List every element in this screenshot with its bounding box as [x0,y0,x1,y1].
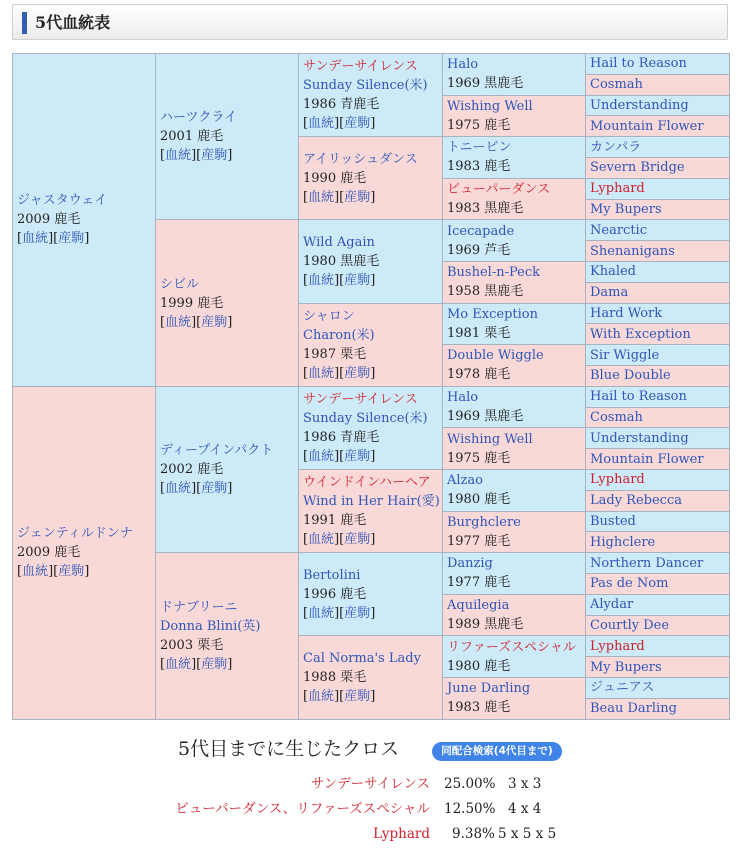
horse-links [303,114,438,133]
pedigree-cell-g3 [299,553,443,636]
bracket: ][ [334,448,345,464]
bracket: ] [370,116,376,132]
horse-info: 1969 芦毛 [447,242,511,258]
ketto-link[interactable]: 血統 [308,116,335,132]
pedigree-cell-g5 [586,199,730,220]
horse-links [160,479,294,498]
same-mating-search-button[interactable]: 同配合検索(4代目まで) [432,742,562,761]
horse-info: 1977 鹿毛 [447,575,511,591]
horse-name-link[interactable]: Cosmah [590,77,643,93]
bracket: [ [303,365,309,381]
pedigree-cell-g5 [586,490,730,511]
cross-percentage: 12.50% [444,801,496,817]
horse-name-link[interactable]: Northern Dancer [590,555,704,571]
horse-name-link[interactable]: My Bupers [590,201,662,217]
sanku-link[interactable]: 産駒 [344,605,371,621]
pedigree-cell-g5 [586,594,730,615]
pedigree-cell-g5 [586,636,730,657]
horse-name-link[interactable]: シャロン [303,308,355,324]
ketto-link[interactable]: 血統 [308,189,335,205]
pedigree-cell-g4 [443,261,586,303]
pedigree-cell-g4 [443,54,586,96]
horse-sub-name[interactable]: Sunday Silence(米) [303,78,428,94]
horse-links [17,229,151,248]
sanku-link[interactable]: 産駒 [344,448,371,464]
horse-info: 1978 鹿毛 [447,367,511,383]
ketto-link[interactable]: 血統 [165,314,192,330]
bracket: ][ [191,656,202,672]
horse-info: 1999 鹿毛 [160,295,224,311]
horse-info: 1983 黒鹿毛 [447,201,524,217]
horse-name-link[interactable]: Cosmah [590,409,643,425]
pedigree-cell-g5 [586,178,730,199]
horse-name-link[interactable]: Lyphard [590,181,645,197]
pedigree-cell-g2 [156,553,299,719]
header-accent-bar [22,12,27,34]
horse-info: 1996 鹿毛 [303,586,367,602]
pedigree-cell-g5 [586,386,730,407]
bracket: [ [303,189,309,205]
cross-generations: 5 x 5 x 5 [498,826,557,842]
pedigree-cell-g1 [13,386,156,719]
bracket: ] [227,656,233,672]
bracket: ] [370,532,376,548]
cross-horse-name[interactable]: サンデーサイレンス [310,776,430,792]
horse-info: 1969 黒鹿毛 [447,76,524,92]
horse-name-link[interactable]: Wishing Well [447,98,533,114]
horse-links [160,313,294,332]
horse-name-link[interactable]: Hard Work [590,305,663,321]
bracket: ] [227,314,233,330]
sanku-link[interactable]: 産駒 [58,231,85,247]
pedigree-cell-g5 [586,282,730,303]
bracket: ] [84,231,90,247]
horse-name-link[interactable]: Double Wiggle [447,348,544,364]
horse-name-link[interactable]: ドナブリーニ [160,599,238,615]
horse-name-link[interactable]: Severn Bridge [590,160,685,176]
horse-links [17,562,151,581]
bracket: ] [370,688,376,704]
horse-info: 2002 鹿毛 [160,461,224,477]
horse-name-link[interactable]: Hail to Reason [590,389,687,405]
horse-name-link[interactable]: Highclere [590,534,656,550]
sanku-link[interactable]: 産駒 [201,656,228,672]
horse-name-link[interactable]: Burghclere [447,514,521,530]
horse-name-link[interactable]: ジェンティルドンナ [17,526,133,542]
sanku-link[interactable]: 産駒 [201,480,228,496]
ketto-link[interactable]: 血統 [308,272,335,288]
horse-sub-name[interactable]: Wind in Her Hair(愛) [303,494,440,510]
bracket: ] [84,564,90,580]
pedigree-cell-g4 [443,386,586,428]
pedigree-cell-g5 [586,469,730,490]
horse-name-link[interactable]: Hail to Reason [590,56,687,72]
bracket: ][ [334,365,345,381]
horse-name-link[interactable]: ウインドインハーヘア [303,475,431,491]
pedigree-cell-g5 [586,54,730,75]
sanku-link[interactable]: 産駒 [201,148,228,164]
pedigree-cell-g4 [443,636,586,678]
pedigree-cell-g5 [586,74,730,95]
horse-links [160,146,294,165]
horse-name-link[interactable]: My Bupers [590,659,662,675]
bracket: [ [303,688,309,704]
horse-name-link[interactable]: カンパラ [590,139,642,155]
bracket: [ [160,480,166,496]
pedigree-cell-g3 [299,220,443,303]
horse-name-link[interactable]: Alydar [590,597,634,613]
cross-generations: 4 x 4 [508,801,542,817]
pedigree-cell-g4 [443,553,586,595]
sanku-link[interactable]: 産駒 [344,272,371,288]
bracket: ] [370,448,376,464]
bracket: [ [160,148,166,164]
horse-name-link[interactable]: Courtly Dee [590,617,670,633]
horse-info: 2001 鹿毛 [160,129,224,145]
pedigree-cell-g2 [156,386,299,552]
pedigree-cell-g5 [586,365,730,386]
pedigree-cell-g3 [299,636,443,719]
horse-name-link[interactable]: With Exception [590,326,691,342]
horse-links [160,655,294,674]
horse-name-link[interactable]: Mo Exception [447,306,538,322]
horse-name-link[interactable]: サンデーサイレンス [303,59,418,75]
horse-info: 1987 栗毛 [303,346,367,362]
horse-info: 1977 鹿毛 [447,533,511,549]
horse-name-link[interactable]: June Darling [447,681,531,697]
horse-name-link[interactable]: Lyphard [590,472,645,488]
pedigree-cell-g4 [443,677,586,719]
sanku-link[interactable]: 産駒 [344,116,371,132]
horse-links [303,271,438,290]
horse-links [303,530,438,549]
ketto-link[interactable]: 血統 [165,480,192,496]
ketto-link[interactable]: 血統 [165,148,192,164]
horse-name-link[interactable]: Blue Double [590,368,671,384]
bracket: ][ [334,605,345,621]
horse-info: 1980 鹿毛 [447,658,511,674]
bracket: ] [370,272,376,288]
horse-name-link[interactable]: Aquilegia [447,598,510,614]
horse-name-link[interactable]: Lady Rebecca [590,493,682,509]
horse-name-link[interactable]: サンデーサイレンス [303,391,418,407]
horse-name-link[interactable]: Busted [590,513,636,529]
bracket: ][ [191,480,202,496]
page-title: 5代血統表 [35,13,111,32]
cross-percentage: 9.38% [452,826,495,842]
sanku-link[interactable]: 産駒 [344,532,371,548]
bracket: [ [160,314,166,330]
horse-info: 1975 鹿毛 [447,450,511,466]
horse-name-link[interactable]: ディープインパクト [160,442,274,458]
horse-name-link[interactable]: ビューパーダンス [447,182,551,198]
horse-name-link[interactable]: Dama [590,285,629,301]
horse-name-link[interactable]: Alzao [447,473,483,489]
sanku-link[interactable]: 産駒 [58,564,85,580]
bracket: ][ [48,564,59,580]
bracket: [ [160,656,166,672]
horse-name-link[interactable]: ハーツクライ [160,110,237,126]
horse-info: 1988 栗毛 [303,669,367,685]
pedigree-cell-g4 [443,428,586,470]
pedigree-cell-g4 [443,511,586,553]
horse-info: 2009 鹿毛 [17,545,81,561]
horse-info: 1989 黒鹿毛 [447,617,524,633]
horse-name-link[interactable]: ジャスタウェイ [17,193,108,209]
pedigree-cell-g5 [586,698,730,719]
horse-name-link[interactable]: Wishing Well [447,431,533,447]
horse-name-link[interactable]: Beau Darling [590,701,677,717]
bracket: ] [370,365,376,381]
horse-name-link[interactable]: アイリッシュダンス [303,151,418,167]
pedigree-cell-g3 [299,303,443,386]
ketto-link[interactable]: 血統 [165,656,192,672]
horse-name-link[interactable]: Nearctic [590,222,647,238]
bracket: ][ [334,116,345,132]
pedigree-cell-g4 [443,469,586,511]
horse-name-link[interactable]: Danzig [447,556,493,572]
pedigree-cell-g4 [443,345,586,387]
pedigree-cell-g5 [586,157,730,178]
horse-name-link[interactable]: ジュニアス [590,680,655,696]
bracket: ] [370,189,376,205]
bracket: [ [17,231,23,247]
pedigree-cell-g5 [586,95,730,116]
horse-name-link[interactable]: Mountain Flower [590,118,704,134]
horse-name-link[interactable]: Lyphard [590,638,645,654]
pedigree-cell-g2 [156,54,299,220]
pedigree-cell-g5 [586,532,730,553]
cross-percentage: 25.00% [444,776,496,792]
bracket: ][ [334,532,345,548]
ketto-link[interactable]: 血統 [308,605,335,621]
horse-name-link[interactable]: Shenanigans [590,243,675,259]
horse-info: 1981 栗毛 [447,325,511,341]
pedigree-row [13,54,730,75]
horse-name-link[interactable]: リファーズスペシャル [447,639,576,655]
pedigree-cell-g5 [586,677,730,698]
pedigree-cell-g2 [156,220,299,386]
sanku-link[interactable]: 産駒 [344,688,371,704]
horse-name-link[interactable]: Khaled [590,264,637,280]
horse-info: 1983 鹿毛 [447,700,511,716]
ketto-link[interactable]: 血統 [308,532,335,548]
pedigree-cell-g5 [586,407,730,428]
horse-info: 1980 鹿毛 [447,492,511,508]
pedigree-cell-g5 [586,116,730,137]
horse-name-link[interactable]: Sir Wiggle [590,347,660,363]
pedigree-cell-g4 [443,178,586,220]
ketto-link[interactable]: 血統 [308,448,335,464]
horse-sub-name[interactable]: Sunday Silence(米) [303,410,428,426]
horse-name-link[interactable]: Icecapade [447,223,515,239]
horse-name-link[interactable]: Cal Norma's Lady [303,650,421,666]
pedigree-cell-g5 [586,137,730,158]
pedigree-cell-g5 [586,220,730,241]
cross-row [0,824,750,844]
pedigree-cell-g3 [299,54,443,137]
cross-horse-name[interactable]: ビューパーダンス、リファーズスペシャル [175,801,430,817]
pedigree-cell-g5 [586,657,730,678]
horse-info: 2009 鹿毛 [17,212,81,228]
horse-sub-name[interactable]: Donna Blini(英) [160,618,261,634]
horse-links [303,364,438,383]
pedigree-table [12,53,730,720]
sanku-link[interactable]: 産駒 [344,189,371,205]
bracket: [ [303,532,309,548]
horse-info: 1986 青鹿毛 [303,429,380,445]
horse-name-link[interactable]: Bushel-n-Peck [447,265,540,281]
ketto-link[interactable]: 血統 [22,231,49,247]
pedigree-cell-g4 [443,220,586,262]
pedigree-cell-g3 [299,469,443,552]
cross-generations: 3 x 3 [508,776,542,792]
bracket: [ [17,564,23,580]
pedigree-cell-g4 [443,137,586,179]
cross-row [0,774,750,794]
pedigree-cell-g5 [586,553,730,574]
bracket: ][ [191,314,202,330]
horse-links [303,188,438,207]
bracket: ] [370,605,376,621]
horse-info: 1986 青鹿毛 [303,97,380,113]
pedigree-cell-g4 [443,95,586,137]
pedigree-cell-g5 [586,573,730,594]
horse-sub-name[interactable]: Charon(米) [303,327,375,343]
cross-row [0,799,750,819]
bracket: [ [303,448,309,464]
horse-links [303,447,438,466]
horse-name-link[interactable]: Bertolini [303,567,361,583]
cross-title: 5代目までに生じたクロス [178,738,400,760]
ketto-link[interactable]: 血統 [308,688,335,704]
bracket: [ [303,116,309,132]
bracket: ][ [334,189,345,205]
bracket: ][ [48,231,59,247]
cross-horse-name[interactable]: Lyphard [373,826,430,842]
pedigree-cell-g5 [586,345,730,366]
pedigree-cell-g1 [13,54,156,387]
bracket: [ [303,605,309,621]
horse-name-link[interactable]: Wild Again [303,234,375,250]
ketto-link[interactable]: 血統 [22,564,49,580]
horse-links [303,687,438,706]
horse-info: 1958 黒鹿毛 [447,284,524,300]
horse-links [303,604,438,623]
section-header [12,4,728,40]
bracket: ] [227,148,233,164]
pedigree-cell-g5 [586,261,730,282]
horse-name-link[interactable]: Understanding [590,430,689,446]
horse-name-link[interactable]: Halo [447,390,479,406]
pedigree-cell-g4 [443,303,586,345]
bracket: ][ [334,688,345,704]
bracket: [ [303,272,309,288]
pedigree-cell-g5 [586,449,730,470]
horse-info: 1975 鹿毛 [447,117,511,133]
horse-name-link[interactable]: トニービン [447,140,512,156]
ketto-link[interactable]: 血統 [308,365,335,381]
horse-info: 1983 鹿毛 [447,159,511,175]
horse-info: 1990 鹿毛 [303,170,367,186]
bracket: ][ [334,272,345,288]
horse-name-link[interactable]: Pas de Nom [590,576,669,592]
bracket: ] [227,480,233,496]
horse-name-link[interactable]: Mountain Flower [590,451,704,467]
horse-name-link[interactable]: Halo [447,57,479,73]
pedigree-cell-g5 [586,324,730,345]
horse-info: 1980 黒鹿毛 [303,253,380,269]
pedigree-cell-g4 [443,594,586,636]
sanku-link[interactable]: 産駒 [344,365,371,381]
bracket: ][ [191,148,202,164]
pedigree-cell-g5 [586,241,730,262]
pedigree-cell-g3 [299,137,443,220]
horse-info: 1991 鹿毛 [303,513,367,529]
horse-name-link[interactable]: Understanding [590,97,689,113]
pedigree-cell-g5 [586,303,730,324]
pedigree-cell-g5 [586,428,730,449]
pedigree-cell-g5 [586,615,730,636]
horse-info: 1969 黒鹿毛 [447,409,524,425]
sanku-link[interactable]: 産駒 [201,314,228,330]
horse-name-link[interactable]: シビル [160,276,200,292]
pedigree-cell-g3 [299,386,443,469]
horse-info: 2003 栗毛 [160,637,224,653]
pedigree-row [13,386,730,407]
pedigree-cell-g5 [586,511,730,532]
